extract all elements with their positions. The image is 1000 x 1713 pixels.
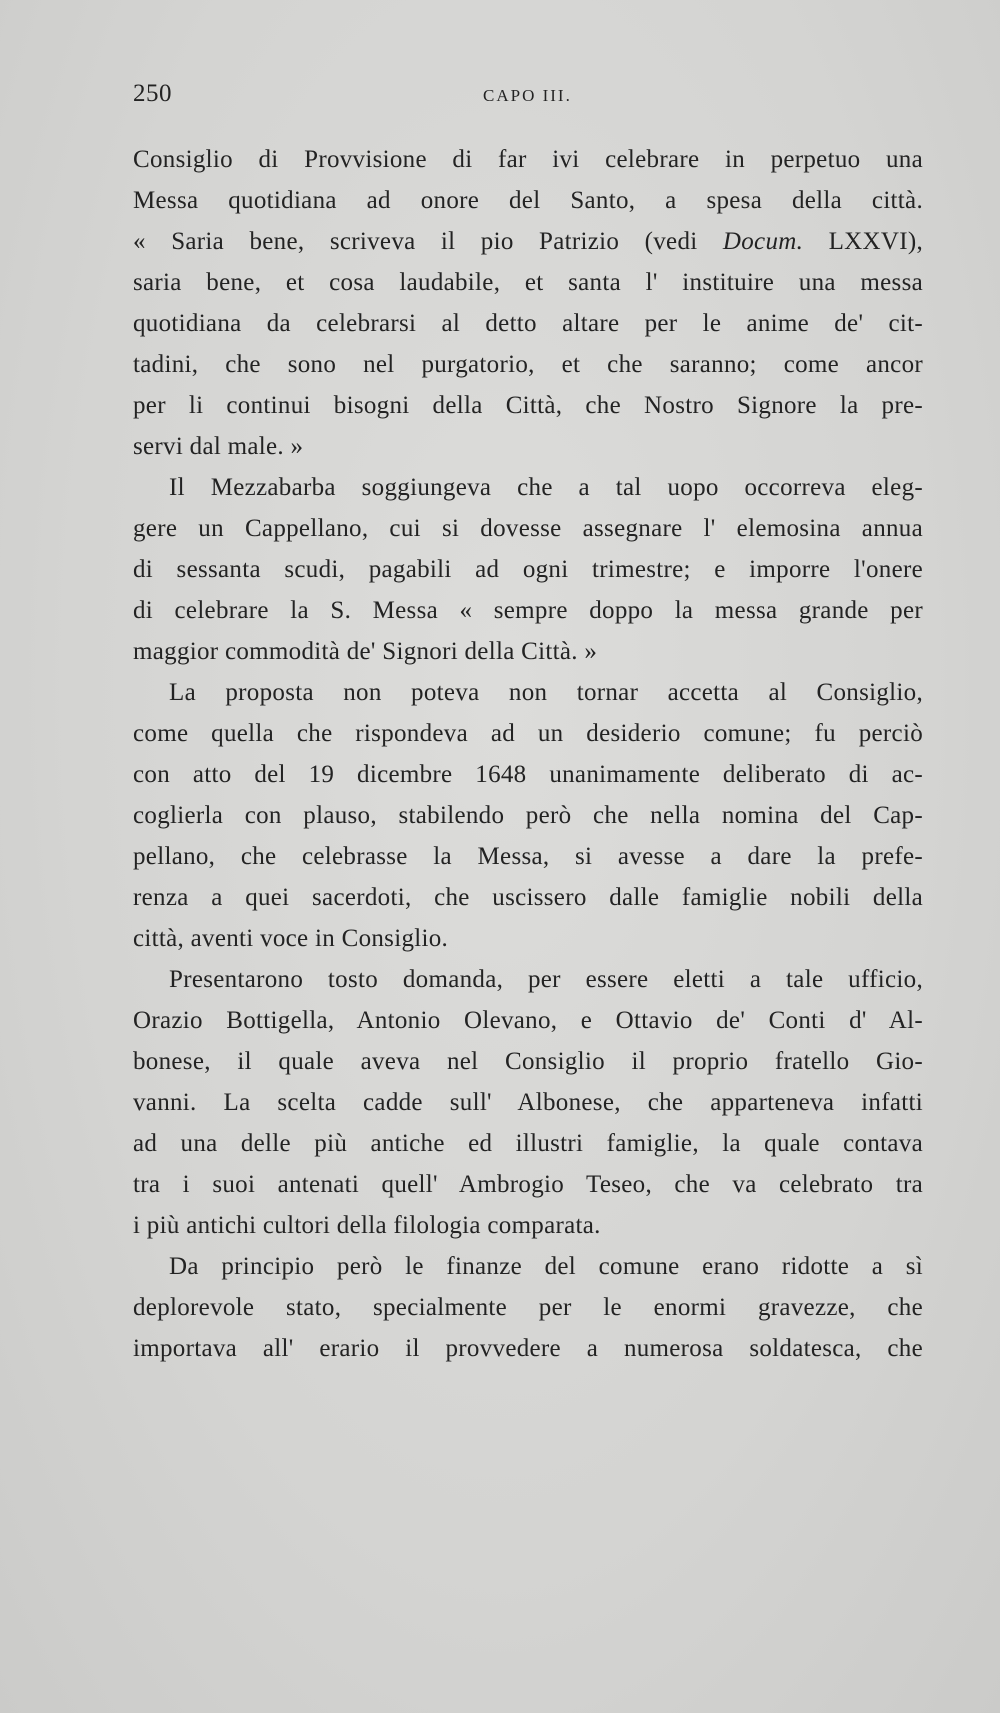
chapter-heading: CAPO III. (483, 86, 572, 105)
text-line: pellano, che celebrasse la Messa, si avesse a dare la prefe- (133, 843, 923, 870)
body-text (133, 139, 923, 1369)
text-line: maggior commodità de' Signori della Città. » (133, 638, 598, 665)
text-line: Consiglio di Provvisione di far ivi celebrare in perpetuo una (133, 146, 923, 173)
italic-reference: Docum. (722, 228, 804, 255)
page-number: 250 (133, 80, 172, 107)
text-line: come quella che rispondeva ad un desiderio comune; fu perciò (133, 720, 923, 747)
text-line: tra i suoi antenati quell' Ambrogio Teseo, che va celebrato tra (133, 1171, 923, 1198)
running-head (133, 80, 833, 110)
text-line: i più antichi cultori della filologia comparata. (133, 1212, 601, 1239)
text-line: servi dal male. » (133, 433, 304, 460)
text-line: con atto del 19 dicembre 1648 unanimamente deliberato di ac- (133, 761, 923, 788)
text-segment: LXXVI), (803, 228, 924, 255)
text-line: città, aventi voce in Consiglio. (133, 925, 449, 952)
text-line: La proposta non poteva non tornar accetta al Consiglio, (169, 679, 923, 706)
text-line: di celebrare la S. Messa « sempre doppo la messa grande per (133, 597, 923, 624)
text-line: quotidiana da celebrarsi al detto altare per le anime de' cit- (133, 310, 923, 337)
text-line: deplorevole stato, specialmente per le enormi gravezze, che (133, 1294, 923, 1321)
text-line: saria bene, et cosa laudabile, et santa l' instituire una messa (133, 269, 923, 296)
text-line: Messa quotidiana ad onore del Santo, a spesa della città. (133, 187, 923, 214)
text-line: ad una delle più antiche ed illustri famiglie, la quale contava (133, 1130, 923, 1157)
text-line: Presentarono tosto domanda, per essere eletti a tale ufficio, (169, 966, 923, 993)
text-line: Da principio però le finanze del comune erano ridotte a sì (169, 1253, 923, 1280)
text-segment: « Saria bene, scriveva il pio Patrizio (vedi (133, 228, 723, 255)
text-line (133, 221, 923, 262)
text-line: renza a quei sacerdoti, che uscissero dalle famiglie nobili della (133, 884, 923, 911)
text-line: di sessanta scudi, pagabili ad ogni trimestre; e imporre l'onere (133, 556, 923, 583)
text-line: gere un Cappellano, cui si dovesse assegnare l' elemosina annua (133, 515, 923, 542)
text-line: bonese, il quale aveva nel Consiglio il proprio fratello Gio- (133, 1048, 923, 1075)
text-line: importava all' erario il provvedere a numerosa soldatesca, che (133, 1335, 923, 1362)
text-line: tadini, che sono nel purgatorio, et che saranno; come ancor (133, 351, 923, 378)
text-line: per li continui bisogni della Città, che Nostro Signore la pre- (133, 392, 923, 419)
text-line: Il Mezzabarba soggiungeva che a tal uopo occorreva eleg- (169, 474, 923, 501)
text-line: coglierla con plauso, stabilendo però che nella nomina del Cap- (133, 802, 923, 829)
text-line: vanni. La scelta cadde sull' Albonese, che apparteneva infatti (133, 1089, 923, 1116)
text-line: Orazio Bottigella, Antonio Olevano, e Ottavio de' Conti d' Al- (133, 1007, 923, 1034)
